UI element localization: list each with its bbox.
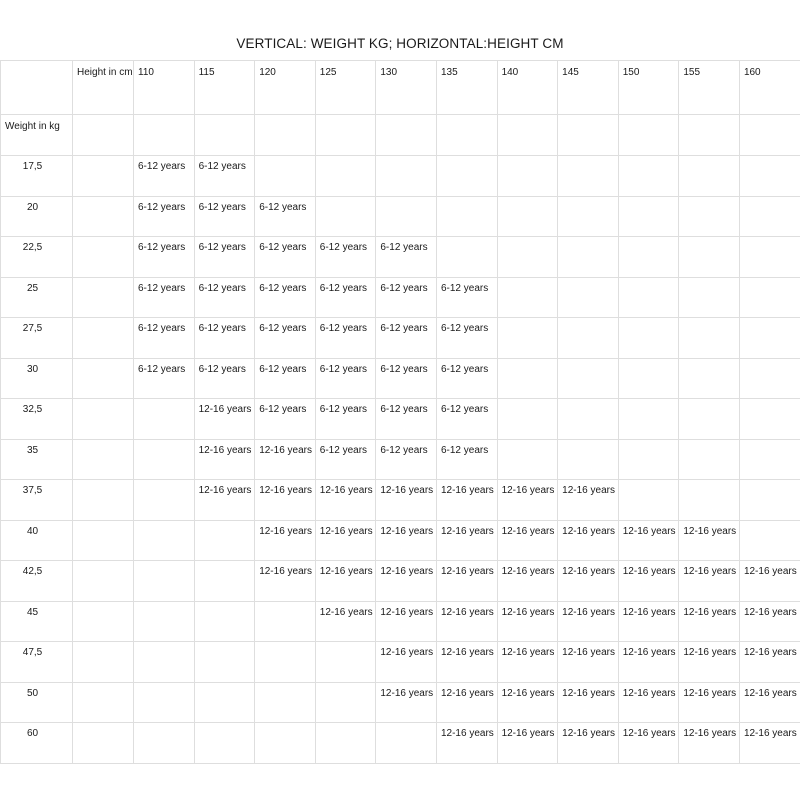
age-cell: [194, 642, 255, 683]
age-cell: 12-16 years: [376, 480, 437, 521]
table-row: [1, 723, 800, 764]
empty-cell: [73, 237, 134, 278]
height-header-145: 145: [558, 61, 619, 115]
age-cell: [558, 399, 619, 440]
age-cell: [618, 237, 679, 278]
age-cell: [739, 439, 800, 480]
age-cell: [618, 196, 679, 237]
height-header-125: 125: [315, 61, 376, 115]
age-cell: [194, 561, 255, 602]
empty-cell: [73, 480, 134, 521]
weight-value: 17,5: [1, 156, 73, 197]
height-header-120: 120: [255, 61, 316, 115]
age-cell: [376, 156, 437, 197]
empty-cell: [73, 642, 134, 683]
empty-cell: [255, 115, 316, 156]
age-cell: [679, 399, 740, 440]
age-cell: 6-12 years: [315, 277, 376, 318]
table-row: [1, 642, 800, 683]
age-cell: 12-16 years: [376, 561, 437, 602]
age-cell: 12-16 years: [679, 601, 740, 642]
age-cell: 12-16 years: [497, 480, 558, 521]
age-cell: 6-12 years: [436, 439, 497, 480]
age-cell: [497, 277, 558, 318]
age-cell: 12-16 years: [315, 561, 376, 602]
age-cell: 12-16 years: [618, 642, 679, 683]
age-cell: 12-16 years: [315, 601, 376, 642]
age-cell: 6-12 years: [315, 237, 376, 278]
age-cell: 6-12 years: [255, 318, 316, 359]
age-cell: [618, 318, 679, 359]
age-cell: [618, 439, 679, 480]
age-cell: [134, 561, 195, 602]
age-cell: 6-12 years: [255, 358, 316, 399]
age-cell: [558, 277, 619, 318]
weight-label-row: [1, 115, 800, 156]
age-cell: 6-12 years: [436, 358, 497, 399]
table-row: [1, 277, 800, 318]
age-cell: 6-12 years: [134, 277, 195, 318]
weight-value: 35: [1, 439, 73, 480]
age-cell: 12-16 years: [436, 601, 497, 642]
age-cell: [497, 237, 558, 278]
age-cell: 12-16 years: [558, 723, 619, 764]
height-label: Height in cm: [73, 61, 134, 115]
age-cell: 12-16 years: [739, 723, 800, 764]
empty-cell: [73, 399, 134, 440]
height-header-135: 135: [436, 61, 497, 115]
weight-value: 45: [1, 601, 73, 642]
age-cell: [194, 520, 255, 561]
age-cell: [618, 277, 679, 318]
age-cell: [679, 156, 740, 197]
age-cell: 12-16 years: [255, 561, 316, 602]
age-cell: [255, 601, 316, 642]
age-cell: 12-16 years: [376, 520, 437, 561]
age-cell: [739, 520, 800, 561]
age-cell: [679, 358, 740, 399]
age-cell: 12-16 years: [376, 642, 437, 683]
age-cell: 6-12 years: [376, 439, 437, 480]
age-cell: [618, 399, 679, 440]
weight-value: 40: [1, 520, 73, 561]
empty-cell: [194, 115, 255, 156]
age-cell: [315, 156, 376, 197]
age-cell: 12-16 years: [315, 480, 376, 521]
weight-value: 60: [1, 723, 73, 764]
age-cell: 12-16 years: [618, 723, 679, 764]
age-cell: [497, 318, 558, 359]
empty-cell: [73, 520, 134, 561]
corner-cell: [1, 61, 73, 115]
age-cell: 6-12 years: [194, 237, 255, 278]
age-cell: [679, 439, 740, 480]
height-header-115: 115: [194, 61, 255, 115]
age-cell: 6-12 years: [376, 399, 437, 440]
empty-cell: [73, 115, 134, 156]
age-cell: 6-12 years: [134, 237, 195, 278]
age-cell: [436, 156, 497, 197]
age-cell: [497, 196, 558, 237]
age-cell: [255, 682, 316, 723]
age-cell: 12-16 years: [194, 439, 255, 480]
weight-label: Weight in kg: [1, 115, 73, 156]
age-cell: 12-16 years: [497, 601, 558, 642]
age-cell: 12-16 years: [739, 642, 800, 683]
age-cell: 12-16 years: [436, 561, 497, 602]
age-cell: 12-16 years: [194, 480, 255, 521]
age-cell: [134, 723, 195, 764]
age-cell: 12-16 years: [436, 642, 497, 683]
age-cell: 6-12 years: [194, 277, 255, 318]
age-cell: 6-12 years: [436, 399, 497, 440]
age-cell: [497, 439, 558, 480]
age-cell: [558, 358, 619, 399]
age-cell: 6-12 years: [436, 318, 497, 359]
age-cell: 12-16 years: [255, 520, 316, 561]
page-title: VERTICAL: WEIGHT KG; HORIZONTAL:HEIGHT CM: [236, 36, 564, 51]
age-cell: [255, 723, 316, 764]
age-cell: 6-12 years: [255, 196, 316, 237]
age-cell: [315, 682, 376, 723]
age-cell: 6-12 years: [194, 318, 255, 359]
height-header-160: 160: [739, 61, 800, 115]
weight-value: 32,5: [1, 399, 73, 440]
age-cell: 6-12 years: [376, 277, 437, 318]
table-row: [1, 682, 800, 723]
age-cell: 6-12 years: [255, 399, 316, 440]
empty-cell: [73, 601, 134, 642]
table-row: [1, 196, 800, 237]
age-cell: 12-16 years: [436, 723, 497, 764]
age-cell: [134, 399, 195, 440]
empty-cell: [73, 318, 134, 359]
empty-cell: [376, 115, 437, 156]
weight-value: 42,5: [1, 561, 73, 602]
weight-value: 50: [1, 682, 73, 723]
table-row: [1, 439, 800, 480]
age-cell: [618, 480, 679, 521]
age-cell: [739, 156, 800, 197]
empty-cell: [739, 115, 800, 156]
age-cell: 12-16 years: [558, 520, 619, 561]
empty-cell: [134, 115, 195, 156]
age-cell: [255, 156, 316, 197]
age-cell: 12-16 years: [376, 601, 437, 642]
table-row: [1, 237, 800, 278]
age-cell: 6-12 years: [376, 318, 437, 359]
age-cell: 6-12 years: [376, 237, 437, 278]
empty-cell: [618, 115, 679, 156]
height-header-110: 110: [134, 61, 195, 115]
age-cell: [134, 439, 195, 480]
age-cell: 12-16 years: [679, 723, 740, 764]
age-cell: 12-16 years: [558, 682, 619, 723]
age-cell: 6-12 years: [315, 318, 376, 359]
age-cell: 6-12 years: [376, 358, 437, 399]
age-cell: [739, 196, 800, 237]
empty-cell: [73, 358, 134, 399]
age-cell: 6-12 years: [315, 399, 376, 440]
age-cell: 12-16 years: [739, 601, 800, 642]
age-cell: 6-12 years: [194, 156, 255, 197]
age-cell: [679, 480, 740, 521]
age-cell: [558, 196, 619, 237]
empty-cell: [73, 196, 134, 237]
age-cell: 12-16 years: [558, 561, 619, 602]
age-cell: [376, 196, 437, 237]
age-cell: [558, 318, 619, 359]
weight-value: 47,5: [1, 642, 73, 683]
age-cell: 12-16 years: [618, 561, 679, 602]
age-cell: [679, 318, 740, 359]
age-cell: 12-16 years: [436, 520, 497, 561]
age-cell: 12-16 years: [679, 561, 740, 602]
age-cell: [255, 642, 316, 683]
age-cell: 12-16 years: [618, 601, 679, 642]
empty-cell: [73, 682, 134, 723]
empty-cell: [73, 723, 134, 764]
header-row: [1, 61, 800, 115]
age-cell: [739, 480, 800, 521]
age-cell: [739, 318, 800, 359]
age-cell: [679, 196, 740, 237]
age-cell: 12-16 years: [255, 439, 316, 480]
age-cell: 12-16 years: [255, 480, 316, 521]
empty-cell: [73, 439, 134, 480]
age-cell: 6-12 years: [134, 156, 195, 197]
table-row: [1, 156, 800, 197]
age-cell: 6-12 years: [315, 439, 376, 480]
age-cell: [194, 723, 255, 764]
age-cell: 12-16 years: [315, 520, 376, 561]
age-cell: [497, 358, 558, 399]
age-cell: 6-12 years: [255, 237, 316, 278]
age-cell: 12-16 years: [679, 520, 740, 561]
age-cell: [315, 723, 376, 764]
age-cell: [618, 358, 679, 399]
empty-cell: [558, 115, 619, 156]
age-cell: 12-16 years: [436, 682, 497, 723]
age-cell: 6-12 years: [134, 358, 195, 399]
weight-height-table: [0, 60, 800, 764]
age-cell: 6-12 years: [134, 196, 195, 237]
age-cell: [134, 642, 195, 683]
table-row: [1, 399, 800, 440]
height-header-140: 140: [497, 61, 558, 115]
age-cell: [436, 196, 497, 237]
empty-cell: [497, 115, 558, 156]
table-row: [1, 358, 800, 399]
age-cell: 12-16 years: [497, 682, 558, 723]
age-cell: 12-16 years: [497, 723, 558, 764]
table-row: [1, 520, 800, 561]
weight-value: 37,5: [1, 480, 73, 521]
empty-cell: [315, 115, 376, 156]
age-cell: [558, 237, 619, 278]
age-cell: [739, 277, 800, 318]
age-cell: [134, 682, 195, 723]
age-cell: 12-16 years: [436, 480, 497, 521]
age-cell: [436, 237, 497, 278]
empty-cell: [436, 115, 497, 156]
age-cell: 12-16 years: [679, 642, 740, 683]
age-cell: 12-16 years: [739, 561, 800, 602]
weight-value: 27,5: [1, 318, 73, 359]
age-cell: 12-16 years: [194, 399, 255, 440]
age-cell: 12-16 years: [739, 682, 800, 723]
age-cell: 12-16 years: [376, 682, 437, 723]
empty-cell: [73, 277, 134, 318]
age-cell: 6-12 years: [194, 196, 255, 237]
age-cell: [739, 358, 800, 399]
empty-cell: [73, 561, 134, 602]
age-cell: [376, 723, 437, 764]
age-cell: [134, 601, 195, 642]
age-cell: 6-12 years: [315, 358, 376, 399]
age-cell: [315, 196, 376, 237]
age-cell: [558, 156, 619, 197]
age-cell: 12-16 years: [679, 682, 740, 723]
age-cell: [739, 399, 800, 440]
age-cell: [497, 156, 558, 197]
age-cell: 12-16 years: [558, 601, 619, 642]
age-cell: 12-16 years: [497, 520, 558, 561]
age-cell: [558, 439, 619, 480]
age-cell: [618, 156, 679, 197]
age-cell: [497, 399, 558, 440]
age-cell: 6-12 years: [436, 277, 497, 318]
age-cell: 6-12 years: [255, 277, 316, 318]
age-cell: 12-16 years: [618, 520, 679, 561]
table-row: [1, 601, 800, 642]
age-cell: [134, 480, 195, 521]
weight-value: 20: [1, 196, 73, 237]
age-cell: 12-16 years: [618, 682, 679, 723]
age-cell: [739, 237, 800, 278]
age-cell: 12-16 years: [558, 642, 619, 683]
age-cell: [194, 601, 255, 642]
age-cell: [679, 277, 740, 318]
age-cell: 6-12 years: [194, 358, 255, 399]
height-header-150: 150: [618, 61, 679, 115]
empty-cell: [679, 115, 740, 156]
age-cell: 12-16 years: [497, 642, 558, 683]
weight-value: 30: [1, 358, 73, 399]
age-cell: [134, 520, 195, 561]
empty-cell: [73, 156, 134, 197]
age-cell: [679, 237, 740, 278]
age-cell: [194, 682, 255, 723]
height-header-130: 130: [376, 61, 437, 115]
table-row: [1, 480, 800, 521]
age-cell: 12-16 years: [497, 561, 558, 602]
age-cell: [315, 642, 376, 683]
weight-value: 25: [1, 277, 73, 318]
age-cell: 12-16 years: [558, 480, 619, 521]
table-row: [1, 561, 800, 602]
weight-value: 22,5: [1, 237, 73, 278]
age-cell: 6-12 years: [134, 318, 195, 359]
table-row: [1, 318, 800, 359]
height-header-155: 155: [679, 61, 740, 115]
